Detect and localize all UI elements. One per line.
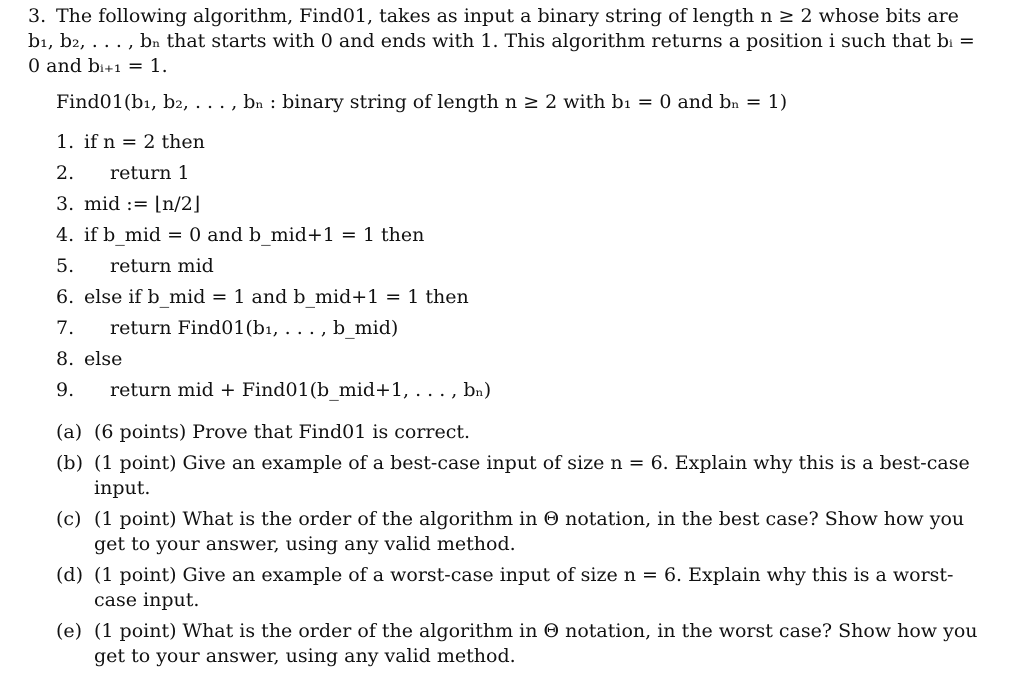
part-label: (d) <box>56 564 83 586</box>
algorithm-line <box>56 223 491 254</box>
line-number: 3. <box>56 193 75 215</box>
part-text: (1 point) Give an example of a best-case input of size n = 6. Explain why this is a best-case input. <box>94 452 970 499</box>
algorithm-line <box>56 192 491 223</box>
part-label: (b) <box>56 452 83 474</box>
question-part-c <box>56 507 986 557</box>
algorithm-line <box>56 285 491 316</box>
line-text: mid := ⌊n/2⌋ <box>84 193 201 215</box>
problem-intro-text: The following algorithm, Find01, takes as input a binary string of length n ≥ 2 whose bits are b₁, b₂, . . . , bₙ that starts with 0 and ends with 1. This algorithm returns a position i such that bᵢ = 0 and bᵢ₊₁ = 1. <box>28 5 975 77</box>
algorithm-line <box>56 161 491 192</box>
algorithm-line <box>56 378 491 409</box>
part-label: (a) <box>56 421 83 443</box>
part-text: (1 point) Give an example of a worst-case input of size n = 6. Explain why this is a worst-case input. <box>94 564 954 611</box>
line-text: return mid <box>110 255 214 277</box>
line-text: else if b_mid = 1 and b_mid+1 = 1 then <box>84 286 469 308</box>
line-number: 4. <box>56 224 75 246</box>
algorithm-line <box>56 254 491 285</box>
part-label: (e) <box>56 620 83 642</box>
line-number: 7. <box>56 317 75 339</box>
question-part-d <box>56 563 986 613</box>
algorithm-line <box>56 347 491 378</box>
line-number: 6. <box>56 286 75 308</box>
line-text: if n = 2 then <box>84 131 205 153</box>
line-number: 9. <box>56 379 75 401</box>
line-number: 5. <box>56 255 75 277</box>
line-text: if b_mid = 0 and b_mid+1 = 1 then <box>84 224 425 246</box>
question-part-b <box>56 451 986 501</box>
line-text: return mid + Find01(b_mid+1, . . . , bₙ) <box>110 379 492 401</box>
part-text: (1 point) What is the order of the algorithm in Θ notation, in the best case? Show how you get to your answer, using any valid method. <box>94 508 965 555</box>
line-number: 8. <box>56 348 75 370</box>
algorithm-listing <box>56 130 491 409</box>
question-part-a <box>56 420 986 445</box>
question-parts <box>56 420 986 675</box>
algorithm-line <box>56 316 491 347</box>
line-number: 1. <box>56 131 75 153</box>
problem-intro <box>28 4 988 79</box>
line-text: return 1 <box>110 162 190 184</box>
problem-number: 3. <box>28 5 47 27</box>
algorithm-line <box>56 130 491 161</box>
part-text: (6 points) Prove that Find01 is correct. <box>94 421 471 443</box>
line-text: return Find01(b₁, . . . , b_mid) <box>110 317 399 339</box>
problem-statement <box>28 4 988 79</box>
line-text: else <box>84 348 123 370</box>
part-label: (c) <box>56 508 82 530</box>
part-text: (1 point) What is the order of the algorithm in Θ notation, in the worst case? Show how you get to your answer, using any valid method. <box>94 620 978 667</box>
line-number: 2. <box>56 162 75 184</box>
algorithm-signature: Find01(b₁, b₂, . . . , bₙ : binary string of length n ≥ 2 with b₁ = 0 and bₙ = 1) <box>56 91 788 113</box>
